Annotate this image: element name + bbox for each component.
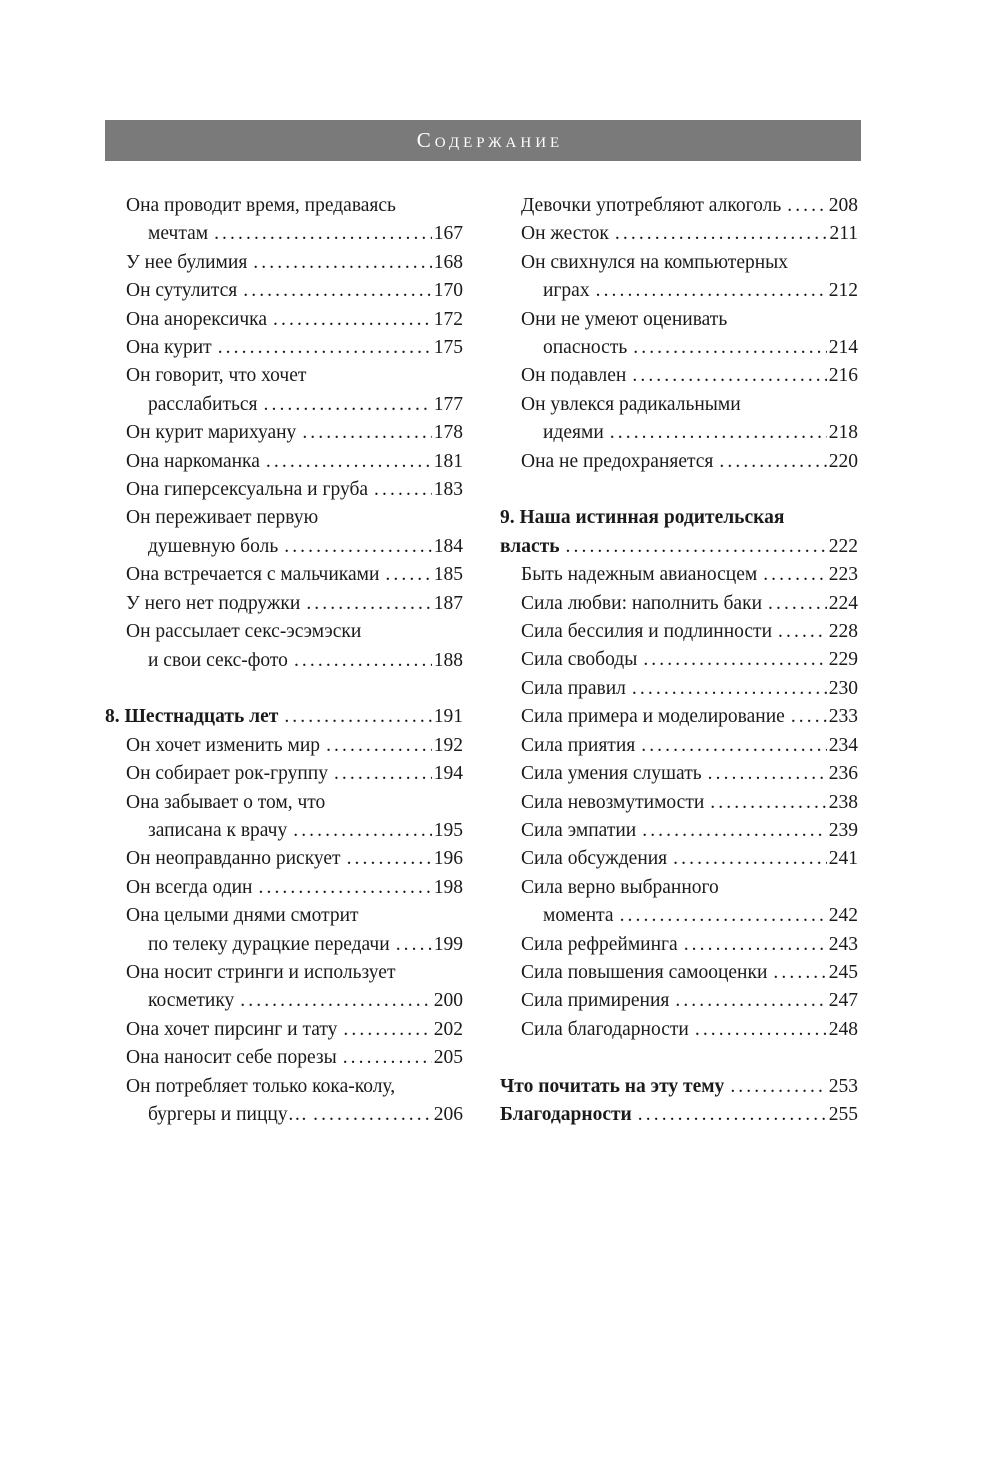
- toc-entry[interactable]: [105, 362, 463, 419]
- toc-entry[interactable]: [105, 789, 463, 846]
- toc-entry[interactable]: [500, 817, 858, 845]
- toc-entry-title-cont: расслабиться: [148, 393, 258, 415]
- toc-entry[interactable]: [500, 192, 858, 220]
- toc-page-number: 230: [828, 677, 858, 699]
- toc-entry[interactable]: [500, 249, 858, 306]
- toc-entry-title: Она наносит себе порезы: [126, 1047, 337, 1069]
- toc-entry[interactable]: [500, 845, 858, 873]
- toc-entry-title: Она наркоманка: [126, 450, 260, 472]
- toc-entry[interactable]: [500, 675, 858, 703]
- contents-header-band: [105, 120, 861, 161]
- toc-page-number: 183: [433, 479, 463, 501]
- toc-entry-title: Она носит стринги и использует: [126, 961, 396, 983]
- toc-page-number: 178: [433, 422, 463, 444]
- dot-leader: [218, 334, 432, 362]
- toc-page-number: 188: [433, 649, 463, 671]
- toc-entry-title: Сила верно выбранного: [521, 876, 719, 898]
- dot-leader: [284, 703, 431, 731]
- toc-entry-title-cont: по телеку дурацкие передачи: [148, 933, 390, 955]
- dot-leader: [768, 590, 827, 618]
- dot-leader: [730, 1073, 826, 1101]
- toc-page-number: 234: [828, 734, 858, 756]
- toc-entry[interactable]: [500, 760, 858, 788]
- toc-entry-title: Сила невозмутимости: [521, 791, 705, 813]
- toc-entry-title: Он рассылает секс-эсэмэски: [126, 621, 362, 643]
- dot-leader: [302, 419, 431, 447]
- toc-chapter-title: 9. Наша истинная родительская: [500, 507, 785, 529]
- dot-leader: [610, 419, 827, 447]
- toc-entry[interactable]: [500, 220, 858, 248]
- dot-leader: [695, 1016, 827, 1044]
- dot-leader: [343, 1044, 432, 1072]
- toc-page-number: 224: [828, 592, 858, 614]
- toc-entry[interactable]: [105, 732, 463, 760]
- dot-leader: [385, 561, 431, 589]
- toc-entry[interactable]: [500, 959, 858, 987]
- toc-entry[interactable]: [500, 732, 858, 760]
- toc-entry-title: Сила правил: [521, 677, 626, 699]
- dot-leader: [273, 306, 432, 334]
- toc-page-number: 236: [828, 763, 858, 785]
- toc-page-number: 223: [828, 564, 858, 586]
- dot-leader: [778, 618, 827, 646]
- toc-entry[interactable]: [105, 618, 463, 675]
- toc-entry-title: У нее булимия: [126, 251, 248, 273]
- toc-entry-title-cont: играх: [543, 280, 590, 302]
- toc-entry-title-cont: идеями: [543, 422, 604, 444]
- toc-entry-title: Сила обсуждения: [521, 848, 668, 870]
- dot-leader: [633, 334, 827, 362]
- toc-chapter-heading[interactable]: [500, 504, 858, 561]
- toc-page-number: 248: [828, 1018, 858, 1040]
- dot-leader: [293, 817, 432, 845]
- dot-leader: [240, 987, 431, 1015]
- dot-leader: [264, 391, 432, 419]
- toc-entry[interactable]: [105, 192, 463, 249]
- toc-entry[interactable]: [105, 306, 463, 334]
- dot-leader: [787, 192, 827, 220]
- dot-leader: [641, 732, 827, 760]
- toc-entry[interactable]: [105, 1016, 463, 1044]
- dot-leader: [253, 249, 431, 277]
- dot-leader: [259, 874, 432, 902]
- toc-entry-title: Сила примера и моделирование: [521, 706, 785, 728]
- dot-leader: [326, 732, 432, 760]
- toc-page-number: 238: [828, 791, 858, 813]
- toc-page-number: 194: [433, 763, 463, 785]
- toc-entry-title: Он собирает рок-группу: [126, 763, 328, 785]
- toc-entry[interactable]: [105, 334, 463, 362]
- dot-leader: [642, 817, 827, 845]
- toc-entry-title: У него нет подружки: [126, 592, 301, 614]
- toc-chapter-heading[interactable]: [105, 703, 463, 731]
- toc-entry-title: Она проводит время, предаваясь: [126, 195, 396, 216]
- toc-entry-title: Сила повышения самооценки: [521, 961, 768, 983]
- toc-entry-title: Он сутулится: [126, 280, 238, 302]
- dot-leader: [596, 277, 827, 305]
- toc-section-title: Что почитать на эту тему: [500, 1075, 725, 1097]
- toc-page-number: 243: [828, 933, 858, 955]
- dot-leader: [243, 277, 432, 305]
- toc-entry[interactable]: [500, 703, 858, 731]
- toc-page-number: 167: [433, 223, 463, 245]
- toc-entry-title-cont: момента: [543, 905, 614, 927]
- toc-entry[interactable]: [500, 306, 858, 363]
- toc-entry[interactable]: [105, 959, 463, 1016]
- dot-leader: [347, 845, 432, 873]
- toc-entry-title: Он увлекся радикальными: [521, 393, 741, 415]
- toc-chapter-title-cont: власть: [500, 535, 560, 557]
- toc-entry-title: Сила благодарности: [521, 1018, 689, 1040]
- toc-page-number: 212: [828, 280, 858, 302]
- dot-leader: [615, 220, 828, 248]
- dot-leader: [791, 703, 827, 731]
- toc-entry-title: Она курит: [126, 337, 212, 359]
- dot-leader: [374, 476, 432, 504]
- toc-entry[interactable]: [500, 448, 858, 476]
- toc-page-number: 229: [828, 649, 858, 671]
- toc-entry-title: Сила приятия: [521, 734, 636, 756]
- toc-entry[interactable]: [105, 504, 463, 561]
- toc-entry[interactable]: [500, 789, 858, 817]
- toc-section-heading[interactable]: [500, 1101, 858, 1129]
- toc-page-number: 253: [828, 1075, 858, 1097]
- toc-entry[interactable]: [500, 561, 858, 589]
- toc-entry[interactable]: [105, 1044, 463, 1072]
- toc-page-number: 168: [433, 251, 463, 273]
- page-title: Содержание: [416, 128, 564, 152]
- dot-leader: [214, 220, 432, 248]
- dot-leader: [643, 646, 826, 674]
- toc-entry[interactable]: [105, 419, 463, 447]
- toc-entry[interactable]: [500, 646, 858, 674]
- dot-leader: [675, 987, 826, 1015]
- toc-entry-title: Сила умения слушать: [521, 763, 702, 785]
- toc-entry-title-cont: и свои секс-фото: [148, 649, 288, 671]
- toc-page-number: 196: [433, 848, 463, 870]
- toc-page-number: 175: [433, 337, 463, 359]
- dot-leader: [566, 533, 827, 561]
- toc-entry-title-cont: опасность: [543, 337, 628, 359]
- toc-entry-title-cont: мечтам: [148, 223, 209, 245]
- dot-leader: [719, 448, 826, 476]
- toc-section-title: Благодарности: [500, 1103, 632, 1125]
- dot-leader: [284, 533, 432, 561]
- toc-entry-title: Сила любви: наполнить баки: [521, 592, 762, 614]
- toc-entry-title: Она хочет пирсинг и тату: [126, 1018, 338, 1040]
- dot-leader: [266, 448, 432, 476]
- toc-entry-title: Он неоправданно рискует: [126, 848, 341, 870]
- dot-leader: [684, 931, 827, 959]
- toc-entry-title: Сила эмпатии: [521, 819, 637, 841]
- toc-page-number: 184: [433, 535, 463, 557]
- dot-leader: [673, 845, 827, 873]
- toc-entry-title: Он курит марихуану: [126, 422, 297, 444]
- toc-entry-title: Он переживает первую: [126, 507, 319, 529]
- toc-page-number: 195: [433, 819, 463, 841]
- dot-leader: [773, 959, 826, 987]
- dot-leader: [620, 902, 827, 930]
- toc-page-number: 255: [828, 1103, 858, 1125]
- toc-entry[interactable]: [105, 845, 463, 873]
- toc-page-number: 245: [828, 961, 858, 983]
- toc-page-number: 211: [829, 223, 858, 245]
- toc-page-number: 208: [828, 195, 858, 216]
- toc-entry[interactable]: [500, 931, 858, 959]
- toc-entry-title: Она встречается с мальчиками: [126, 564, 380, 586]
- toc-page-number: 222: [828, 535, 858, 557]
- toc-page-number: 228: [828, 621, 858, 643]
- toc-entry-title: Сила бессилия и подлинности: [521, 621, 773, 643]
- dot-leader: [708, 760, 827, 788]
- toc-entry-title-cont: косметику: [148, 990, 235, 1012]
- toc-entry[interactable]: [500, 987, 858, 1015]
- toc-entry[interactable]: [105, 1073, 463, 1130]
- toc-page-number: 170: [433, 280, 463, 302]
- toc-page-number: 172: [433, 308, 463, 330]
- dot-leader: [313, 1101, 432, 1129]
- toc-page-number: 206: [433, 1103, 463, 1125]
- toc-entry-title: Он свихнулся на компьютерных: [521, 251, 789, 273]
- toc-page-number: 185: [433, 564, 463, 586]
- toc-entry-title: Девочки употребляют алкоголь: [521, 195, 782, 216]
- toc-page-number: 191: [433, 706, 463, 728]
- toc-entry-title: Она целыми днями смотрит: [126, 905, 359, 927]
- dot-leader: [638, 1101, 827, 1129]
- toc-page-number: 247: [828, 990, 858, 1012]
- toc-entry[interactable]: [105, 561, 463, 589]
- toc-page-number: 242: [828, 905, 858, 927]
- toc-entry[interactable]: [500, 1016, 858, 1044]
- toc-page-number: 192: [433, 734, 463, 756]
- dot-leader: [334, 760, 432, 788]
- toc-page-number: 205: [433, 1047, 463, 1069]
- toc-page-number: 241: [828, 848, 858, 870]
- toc-entry-title-cont: бургеры и пиццу…: [148, 1103, 308, 1125]
- toc-page-number: 199: [433, 933, 463, 955]
- toc-entry[interactable]: [500, 618, 858, 646]
- dot-leader: [632, 362, 826, 390]
- toc-left-column: [105, 192, 463, 1129]
- toc-entry[interactable]: [105, 277, 463, 305]
- dot-leader: [710, 789, 826, 817]
- toc-page-number: 177: [433, 393, 463, 415]
- toc-entry[interactable]: [500, 391, 858, 448]
- toc-entry-title: Сила свободы: [521, 649, 638, 671]
- toc-page-number: 198: [433, 876, 463, 898]
- toc-page-number: 233: [828, 706, 858, 728]
- toc-entry[interactable]: [500, 590, 858, 618]
- toc-entry[interactable]: [105, 874, 463, 902]
- toc-entry-title: Она гиперсексуальна и груба: [126, 479, 369, 501]
- toc-entry-title: Быть надежным авианосцем: [521, 564, 758, 586]
- toc-right-column: [500, 192, 858, 1129]
- toc-entry-title: Он потребляет только кока-колу,: [126, 1075, 396, 1097]
- toc-page-number: 239: [828, 819, 858, 841]
- toc-chapter-title: 8. Шестнадцать лет: [105, 706, 279, 728]
- toc-entry[interactable]: [105, 902, 463, 959]
- toc-entry-title-cont: душевную боль: [148, 535, 279, 557]
- toc-entry-title: Он подавлен: [521, 365, 627, 387]
- toc-entry[interactable]: [105, 476, 463, 504]
- toc-section-heading[interactable]: [500, 1073, 858, 1101]
- toc-entry-title: Она анорексичка: [126, 308, 268, 330]
- toc-entry[interactable]: [105, 249, 463, 277]
- toc-entry-title: Они не умеют оценивать: [521, 308, 728, 330]
- toc-page-number: 200: [433, 990, 463, 1012]
- toc-entry[interactable]: [105, 448, 463, 476]
- toc-entry-title-cont: записана к врачу: [148, 819, 288, 841]
- dot-leader: [306, 590, 431, 618]
- toc-page-number: 181: [433, 450, 463, 472]
- toc-entry-title: Она забывает о том, что: [126, 791, 326, 813]
- toc-page-number: 216: [828, 365, 858, 387]
- toc-page-number: 218: [828, 422, 858, 444]
- toc-entry-title: Он хочет изменить мир: [126, 734, 321, 756]
- toc-page-number: 187: [433, 592, 463, 614]
- toc-entry[interactable]: [105, 760, 463, 788]
- dot-leader: [343, 1016, 431, 1044]
- dot-leader: [632, 675, 827, 703]
- toc-entry[interactable]: [105, 590, 463, 618]
- toc-page-number: 214: [828, 337, 858, 359]
- dot-leader: [763, 561, 827, 589]
- toc-entry[interactable]: [500, 874, 858, 931]
- toc-entry[interactable]: [500, 362, 858, 390]
- toc-entry-title: Сила рефрейминга: [521, 933, 678, 955]
- toc-entry-title: Он всегда один: [126, 876, 253, 898]
- toc-page-number: 202: [433, 1018, 463, 1040]
- toc-entry-title: Она не предохраняется: [521, 450, 714, 472]
- toc-entry-title: Сила примирения: [521, 990, 670, 1012]
- dot-leader: [294, 647, 432, 675]
- toc-entry-title: Он жесток: [521, 223, 609, 245]
- toc-page-number: 220: [828, 450, 858, 472]
- dot-leader: [396, 931, 432, 959]
- toc-entry-title: Он говорит, что хочет: [126, 365, 307, 387]
